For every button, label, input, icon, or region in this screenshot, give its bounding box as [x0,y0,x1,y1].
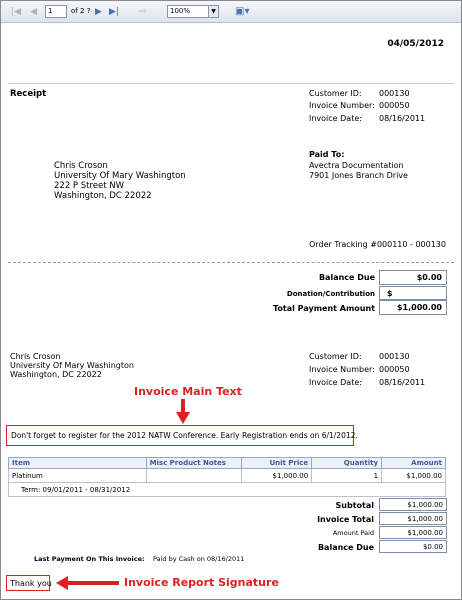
total-payment-value: $1,000.00 [396,303,442,312]
annotation-signature-label: Invoice Report Signature [124,576,279,589]
report-toolbar [1,1,461,23]
paid-to-line: Avectra Documentation [309,161,404,170]
payment-balance-due-label: Balance Due [318,273,375,282]
donation-label: Donation/Contribution [286,290,375,298]
invoice-date-label: Invoice Date: [309,114,362,123]
table-row-term [9,483,446,497]
column-header-notes: Misc Product Notes [146,458,242,469]
prev-page-icon[interactable]: ◀ [30,7,37,17]
subtotal-box [379,498,447,511]
subtotal-value: $1,000.00 [407,501,443,509]
report-date: 04/05/2012 [387,39,444,49]
invoice-main-text: Don't forget to register for the 2012 NATW Conference. Early Registration ends on 6/1/2012. [11,431,358,440]
last-page-icon[interactable]: ▶| [109,7,119,17]
page-of-label: of 2 ? [71,7,91,15]
donation-value: $ [387,289,393,298]
invoice-total-label: Invoice Total [317,515,374,524]
donation-input[interactable] [379,286,447,300]
invoice-total-value: $1,000.00 [407,515,443,523]
header-divider [8,83,454,84]
arrow-down-icon [176,399,190,425]
amount-paid-box [379,526,447,539]
paid-to-label: Paid To: [309,150,345,159]
invoice-number-value: 000050 [379,365,410,374]
paid-to-line: 7901 Jones Branch Drive [309,171,408,180]
refresh-icon[interactable]: ⇨ [139,7,147,17]
invoice-address-line: Chris Croson [10,352,61,361]
invoice-date-value: 08/16/2011 [379,378,426,387]
invoice-address-line: Washington, DC 22022 [10,370,102,379]
subtotal-label: Subtotal [335,501,374,510]
invoice-address-line: University Of Mary Washington [10,361,134,370]
table-header-row [9,458,446,469]
payment-balance-due-value: $0.00 [416,273,442,282]
cell-unit-price: $1,000.00 [242,469,312,483]
invoice-items-table [8,457,446,497]
column-header-item: Item [9,458,147,469]
receipt-address-line: Chris Croson [54,161,108,171]
cell-term: Term: 09/01/2011 - 08/31/2012 [9,483,446,497]
customer-id-label: Customer ID: [309,89,362,98]
receipt-address-line: University Of Mary Washington [54,171,186,181]
receipt-title: Receipt [10,89,47,99]
invoice-total-box [379,512,447,525]
totals-balance-due-value: $0.00 [422,543,443,551]
cell-item: Platinum [9,469,147,483]
total-payment-label: Total Payment Amount [273,304,375,313]
tear-line [8,262,454,263]
next-page-icon[interactable]: ▶ [95,7,102,17]
first-page-icon[interactable]: |◀ [11,7,21,17]
order-tracking: Order Tracking #000110 - 000130 [309,240,446,249]
totals-balance-due-label: Balance Due [317,543,374,552]
receipt-address-line: 222 P Street NW [54,181,125,191]
invoice-number-label: Invoice Number: [309,365,375,374]
export-icon[interactable]: ▣▾ [235,6,250,17]
arrow-left-icon [56,576,120,590]
column-header-quantity: Quantity [312,458,382,469]
zoom-value: 100% [170,7,191,15]
invoice-customer-id-value: 000130 [379,352,410,361]
cell-quantity: 1 [312,469,382,483]
invoice-number-value: 000050 [379,101,410,110]
totals-balance-due-box [379,540,447,553]
annotation-main-text-label: Invoice Main Text [134,385,242,398]
total-payment-box [379,300,447,315]
customer-id-value: 000130 [379,89,410,98]
invoice-date-label: Invoice Date: [309,378,362,387]
column-header-amount: Amount [382,458,446,469]
amount-paid-label: Amount Paid [332,529,374,537]
table-row [9,469,446,483]
zoom-select[interactable] [167,5,219,18]
cell-amount: $1,000.00 [382,469,446,483]
cell-notes [146,469,242,483]
invoice-number-label: Invoice Number: [309,101,375,110]
chevron-down-icon[interactable]: ▼ [208,6,218,17]
report-signature: Thank you [10,579,52,588]
payment-balance-due-box [379,270,447,285]
last-payment-value: Paid by Cash on 08/16/2011 [153,555,245,563]
page-number-input[interactable]: 1 [45,5,67,18]
receipt-address-line: Washington, DC 22022 [54,191,152,201]
last-payment-label: Last Payment On This Invoice: [34,555,145,563]
column-header-unit-price: Unit Price [242,458,312,469]
invoice-date-value: 08/16/2011 [379,114,426,123]
invoice-customer-id-label: Customer ID: [309,352,362,361]
amount-paid-value: $1,000.00 [407,529,443,537]
